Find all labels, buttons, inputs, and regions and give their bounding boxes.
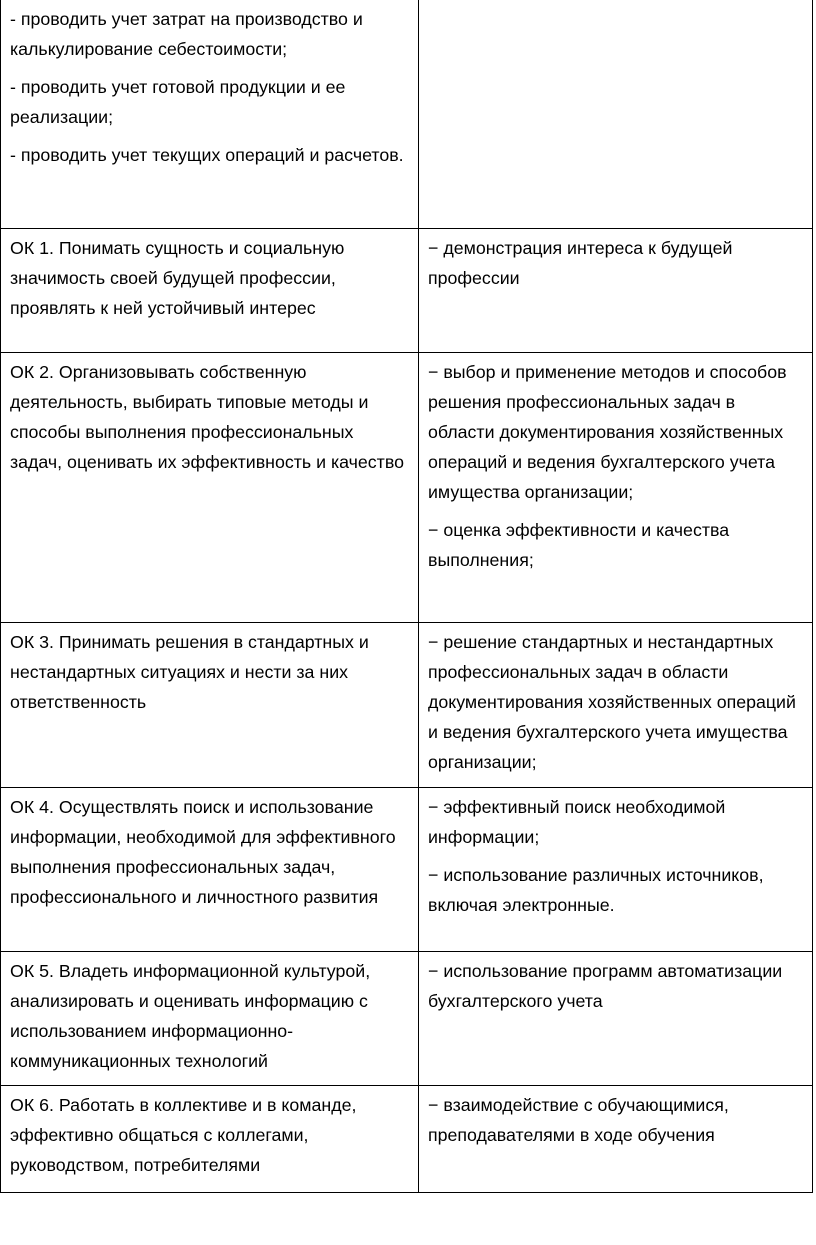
cell-paragraph: - проводить учет затрат на производство и калькулирование себестоимости;: [10, 9, 363, 59]
cell-paragraph: ОК 5. Владеть информационной культурой, анализировать и оценивать информацию с использованием информационно-коммуникационных технологий: [10, 961, 371, 1071]
cell-paragraph: ОК 2. Организовывать собственную деятельность, выбирать типовые методы и способы выполнения профессиональных задач, оценивать их эффективность и качество: [10, 362, 404, 472]
competency-cell: [1, 229, 419, 353]
result-cell: [419, 0, 813, 229]
cell-paragraph: − выбор и применение методов и способов решения профессиональных задач в области документирования хозяйственных операций и ведения бухгалтерского учета имущества организации;: [428, 362, 787, 502]
table-row: [1, 353, 813, 623]
cell-paragraph: ОК 4. Осуществлять поиск и использование информации, необходимой для эффективного выполнения профессиональных задач, профессионального и личностного развития: [10, 797, 396, 907]
skills-cell: [1, 0, 419, 229]
result-cell: [419, 229, 813, 353]
cell-paragraph: − использование программ автоматизации бухгалтерского учета: [428, 961, 783, 1011]
table-row: [1, 229, 813, 353]
cell-paragraph: - проводить учет готовой продукции и ее реализации;: [10, 77, 346, 127]
competency-cell: [1, 952, 419, 1086]
competency-cell: [1, 788, 419, 952]
cell-paragraph: − эффективный поиск необходимой информации;: [428, 797, 726, 847]
cell-paragraph: ОК 1. Понимать сущность и социальную значимость своей будущей профессии, проявлять к ней устойчивый интерес: [10, 238, 345, 318]
result-cell: [419, 788, 813, 952]
result-cell: [419, 952, 813, 1086]
competency-cell: [1, 353, 419, 623]
competency-cell: [1, 1086, 419, 1193]
cell-paragraph: − оценка эффективности и качества выполнения;: [428, 520, 730, 570]
cell-paragraph: - проводить учет текущих операций и расчетов.: [10, 145, 404, 165]
cell-paragraph: − демонстрация интереса к будущей профессии: [428, 238, 733, 288]
table-row: [1, 1086, 813, 1193]
table-row: [1, 623, 813, 788]
result-cell: [419, 623, 813, 788]
competency-cell: [1, 623, 419, 788]
table-row: [1, 0, 813, 229]
cell-paragraph: − использование различных источников, включая электронные.: [428, 865, 764, 915]
table-row: [1, 952, 813, 1086]
result-cell: [419, 1086, 813, 1193]
result-cell: [419, 353, 813, 623]
cell-paragraph: − решение стандартных и нестандартных профессиональных задач в области документирования хозяйственных операций и ведения бухгалтерского учета имущества организации;: [428, 632, 796, 772]
cell-paragraph: − взаимодействие с обучающимися, преподавателями в ходе обучения: [428, 1095, 729, 1145]
table-row: [1, 788, 813, 952]
cell-paragraph: ОК 6. Работать в коллективе и в команде, эффективно общаться с коллегами, руководством, потребителями: [10, 1095, 357, 1175]
cell-paragraph: ОК 3. Принимать решения в стандартных и нестандартных ситуациях и нести за них ответственность: [10, 632, 369, 712]
